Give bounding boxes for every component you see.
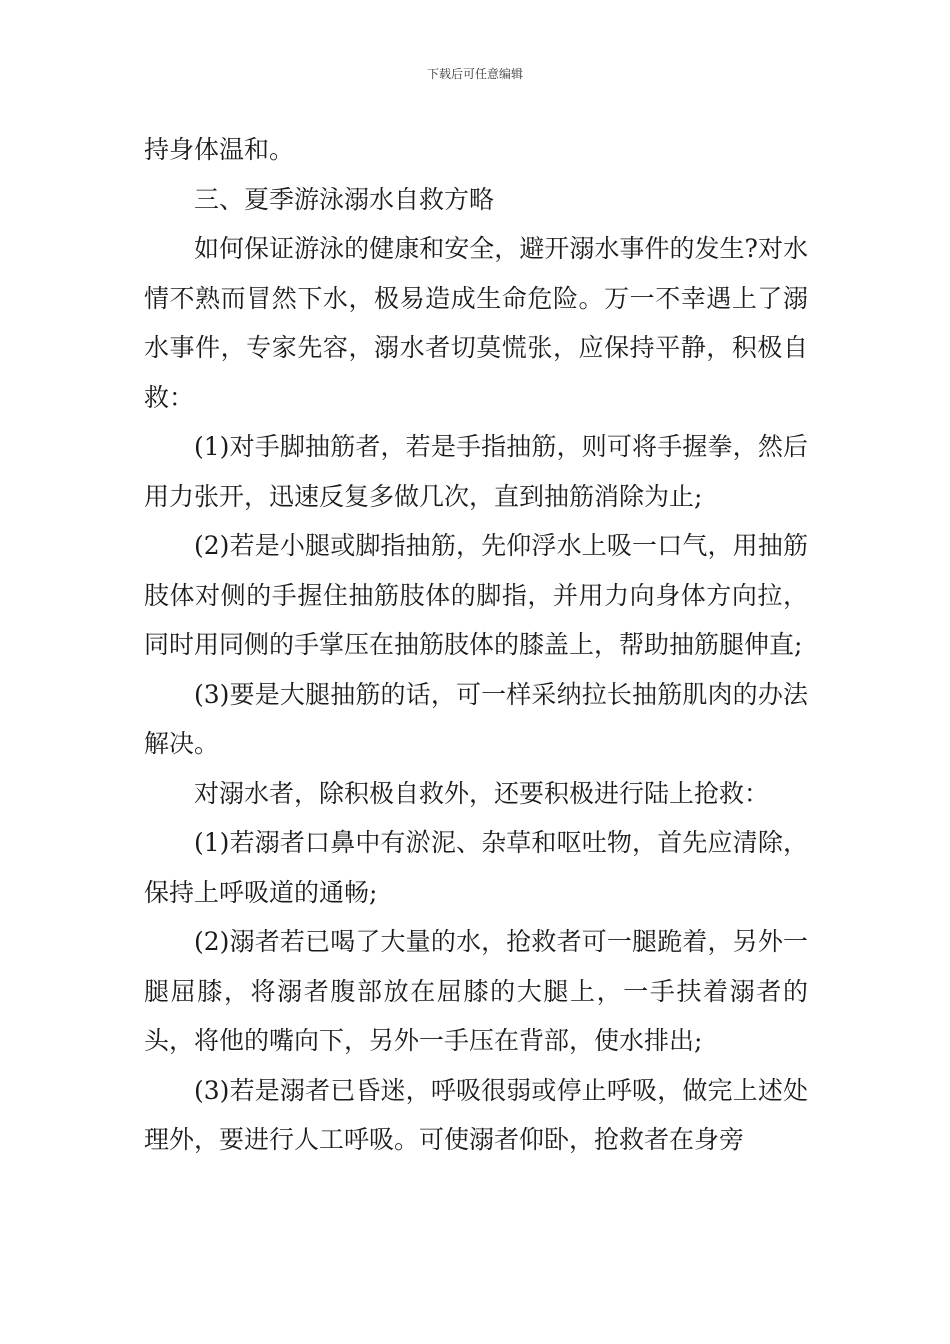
list-item: (2)溺者若已喝了大量的水，抢救者可一腿跪着，另外一腿屈膝，将溺者腹部放在屈膝的大腿上，一手扶着溺者的头，将他的嘴向下，另外一手压在背部，使水排出; <box>144 927 808 1055</box>
section-heading: 三、夏季游泳溺水自救方略 <box>194 184 495 214</box>
page-header: 下载后可任意编辑 <box>426 67 523 81</box>
list-item: (3)若是溺者已昏迷，呼吸很弱或停止呼吸，做完上述处理外，要进行人工呼吸。可使溺者仰卧，抢救者在身旁 <box>144 1075 808 1154</box>
list-item: (1)若溺者口鼻中有淤泥、杂草和呕吐物，首先应清除，保持上呼吸道的通畅; <box>144 828 808 907</box>
list-item: (1)对手脚抽筋者，若是手指抽筋，则可将手握拳，然后用力张开，迅速反复多做几次，直到抽筋消除为止; <box>144 432 808 511</box>
document-body <box>144 125 808 1165</box>
list-item: (2)若是小腿或脚指抽筋，先仰浮水上吸一口气，用抽筋肢体对侧的手握住抽筋肢体的脚指，并用力向身体方向拉，同时用同侧的手掌压在抽筋肢体的膝盖上，帮助抽筋腿伸直; <box>144 531 808 659</box>
paragraph: 如何保证游泳的健康和安全，避开溺水事件的发生?对水情不熟而冒然下水，极易造成生命危险。万一不幸遇上了溺水事件，专家先容，溺水者切莫慌张，应保持平静，积极自救： <box>144 234 808 412</box>
paragraph: 对溺水者，除积极自救外，还要积极进行陆上抢救： <box>194 778 770 808</box>
list-item: (3)要是大腿抽筋的话，可一样采纳拉长抽筋肌肉的办法解决。 <box>144 679 808 758</box>
paragraph: 持身体温和。 <box>144 135 295 164</box>
